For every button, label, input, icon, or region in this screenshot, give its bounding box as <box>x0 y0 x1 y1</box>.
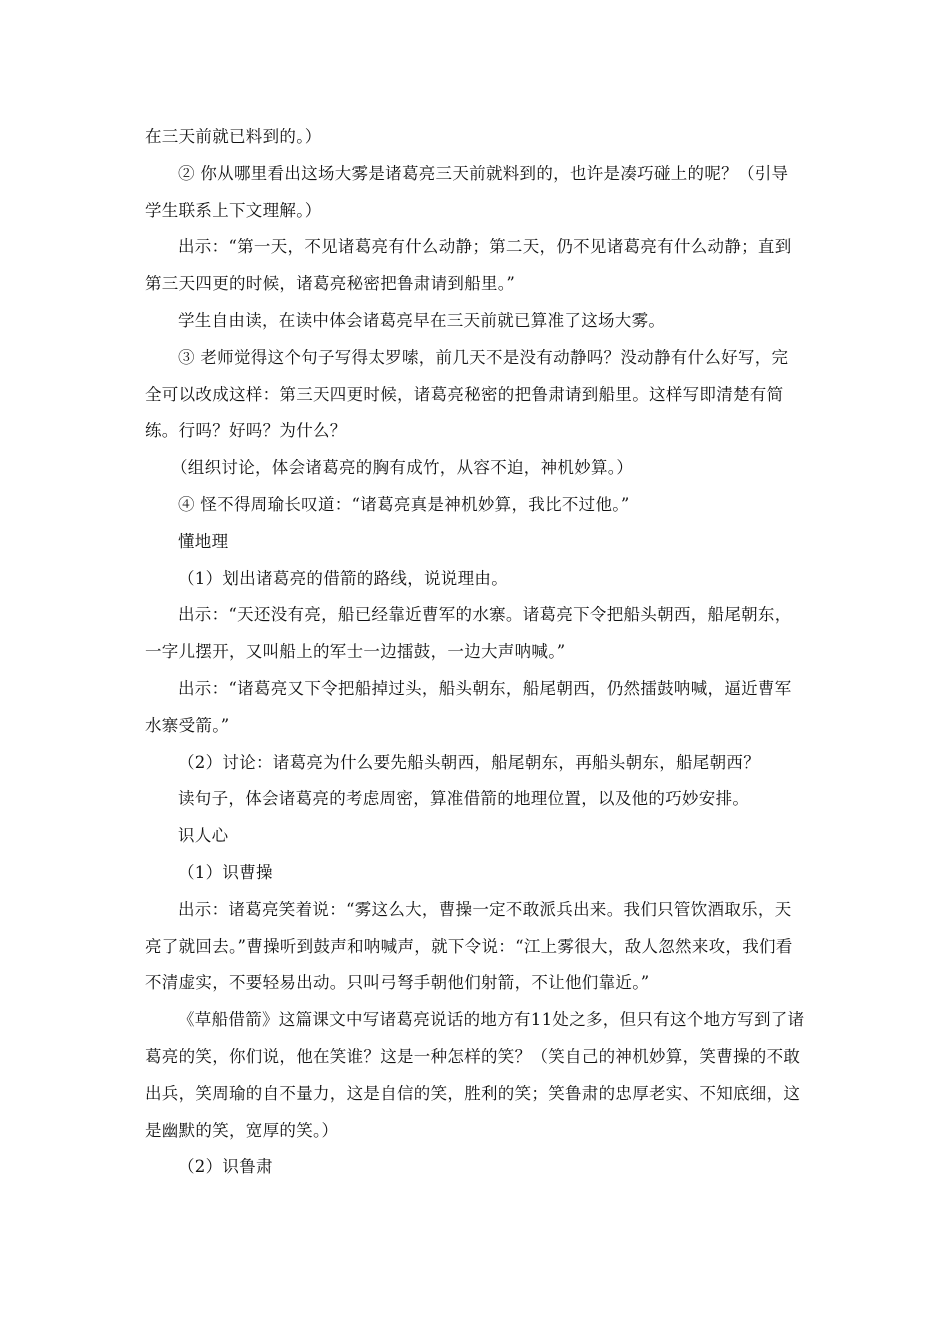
paragraph: ③ 老师觉得这个句子写得太罗嗦，前几天不是没有动静吗？没动静有什么好写，完全可以改成这样：第三天四更时候，诸葛亮秘密的把鲁肃请到船里。这样写即清楚有简练。行吗？好吗？为什么？ <box>145 347 789 441</box>
paragraph: （1）划出诸葛亮的借箭的路线，说说理由。 <box>178 568 508 588</box>
paragraph: ② 你从哪里看出这场大雾是诸葛亮三天前就料到的，也许是凑巧碰上的呢？（引导学生联系上下文理解。） <box>145 163 789 220</box>
section-heading: 识人心 <box>178 826 229 846</box>
document-body <box>145 119 805 1186</box>
paragraph: 出示：“天还没有亮，船已经靠近曹军的水寨。诸葛亮下令把船头朝西，船尾朝东，一字儿摆开，又叫船上的军士一边擂鼓，一边大声呐喊。” <box>145 605 792 662</box>
paragraph: 出示：诸葛亮笑着说：“雾这么大，曹操一定不敢派兵出来。我们只管饮酒取乐，天亮了就回去。”曹操听到鼓声和呐喊声，就下令说：“江上雾很大，敌人忽然来攻，我们看不清虚实，不要轻易出动。只叫弓弩手朝他们射箭，不让他们靠近。” <box>145 899 793 993</box>
paragraph: （2）讨论：诸葛亮为什么要先船头朝西，船尾朝东，再船头朝东，船尾朝西？ <box>178 752 760 772</box>
paragraph: （2）识鲁肃 <box>178 1157 273 1177</box>
paragraph: 读句子，体会诸葛亮的考虑周密，算准借箭的地理位置，以及他的巧妙安排。 <box>178 789 750 809</box>
paragraph: 出示：“诸葛亮又下令把船掉过头，船头朝东，船尾朝西，仍然擂鼓呐喊，逼近曹军水寨受箭。” <box>145 678 792 735</box>
section-heading: 懂地理 <box>178 531 229 551</box>
paragraph: 在三天前就已料到的。） <box>145 127 322 146</box>
paragraph: ④ 怪不得周瑜长叹道：“诸葛亮真是神机妙算，我比不过他。” <box>178 494 630 514</box>
paragraph: 学生自由读，在读中体会诸葛亮早在三天前就已算准了这场大雾。 <box>178 310 666 330</box>
paragraph: 出示：“第一天，不见诸葛亮有什么动静；第二天，仍不见诸葛亮有什么动静；直到第三天四更的时候，诸葛亮秘密把鲁肃请到船里。” <box>145 237 792 294</box>
paragraph: （组织讨论，体会诸葛亮的胸有成竹，从容不迫，神机妙算。） <box>171 458 634 478</box>
paragraph: 《草船借箭》这篇课文中写诸葛亮说话的地方有11处之多，但只有这个地方写到了诸葛亮的笑，你们说，他在笑谁？这是一种怎样的笑？（笑自己的神机妙算，笑曹操的不敢出兵，笑周瑜的自不量力，这是自信的笑，胜利的笑；笑鲁肃的忠厚老实、不知底细，这是幽默的笑，宽厚的笑。） <box>145 1010 805 1140</box>
paragraph: （1）识曹操 <box>178 862 273 882</box>
